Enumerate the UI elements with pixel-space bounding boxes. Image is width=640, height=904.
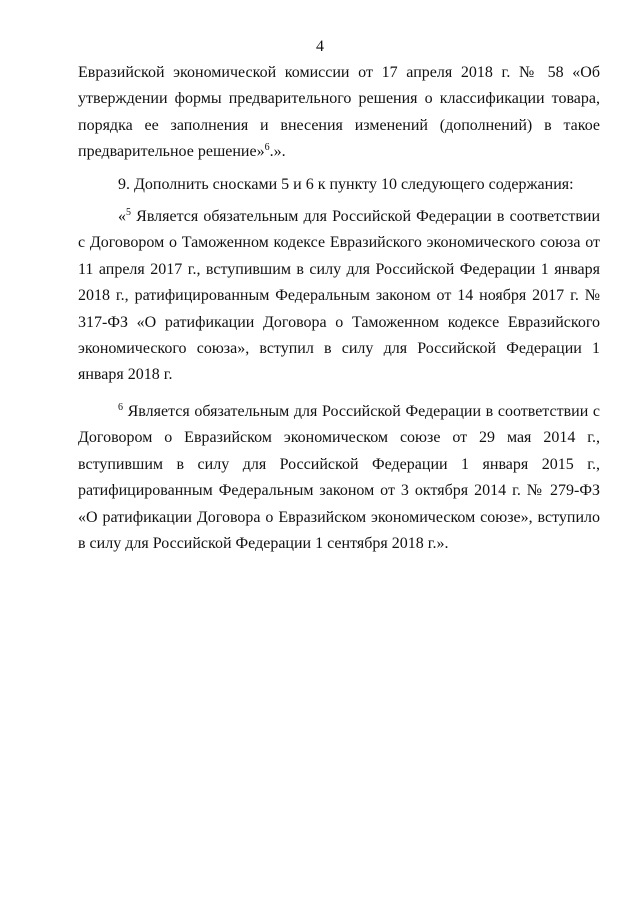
footnote-6-paragraph — [78, 399, 600, 557]
footnote-ref-6: 6 — [264, 142, 270, 154]
continuation-paragraph — [78, 60, 600, 166]
continuation-text: Евразийской экономической комиссии от 17 апреля 2018 г. № 58 «Об утверждении формы предварительного решения о классификации товара, порядка ее заполнения и внесения изменений (дополнений) в такое предварительное решение» — [78, 64, 600, 161]
footnote-6-text: Является обязательным для Российской Федерации в соответствии с Договором о Евразийском экономическом союзе от 29 мая 2014 г., вступившим в силу для Российской Федерации 1 января 2015 г., ратифицированным Федеральным законом от 3 октября 2014 г. № 279-ФЗ «О ратификации Договора о Евразийском экономическом союзе», вступило в силу для Российской Федерации 1 сентября 2018 г.». — [78, 402, 600, 552]
footnote-6-marker: 6 — [118, 401, 123, 413]
footnote-5-marker: 5 — [126, 207, 131, 219]
item-9-text: 9. Дополнить сносками 5 и 6 к пункту 10 следующего содержания: — [118, 175, 574, 193]
footnote-5-paragraph — [78, 204, 600, 389]
page-number: 4 — [316, 38, 324, 55]
item-9-paragraph — [78, 172, 600, 198]
footnote-5-text: Является обязательным для Российской Федерации в соответствии с Договором о Таможенном кодексе Евразийского экономического союза от 11 апреля 2017 г., вступившим в силу для Российской Федерации 1 января 2018 г., ратифицированным Федеральным законом от 14 ноября 2017 г. № 317-ФЗ «О ратификации Договора о Таможенном кодексе Евразийского экономического союза», вступил в силу для Российской Федерации 1 января 2018 г. — [78, 208, 600, 384]
footnote-5-open-quote: « — [118, 208, 126, 226]
document-body — [78, 60, 600, 557]
continuation-tail: .». — [269, 143, 286, 161]
